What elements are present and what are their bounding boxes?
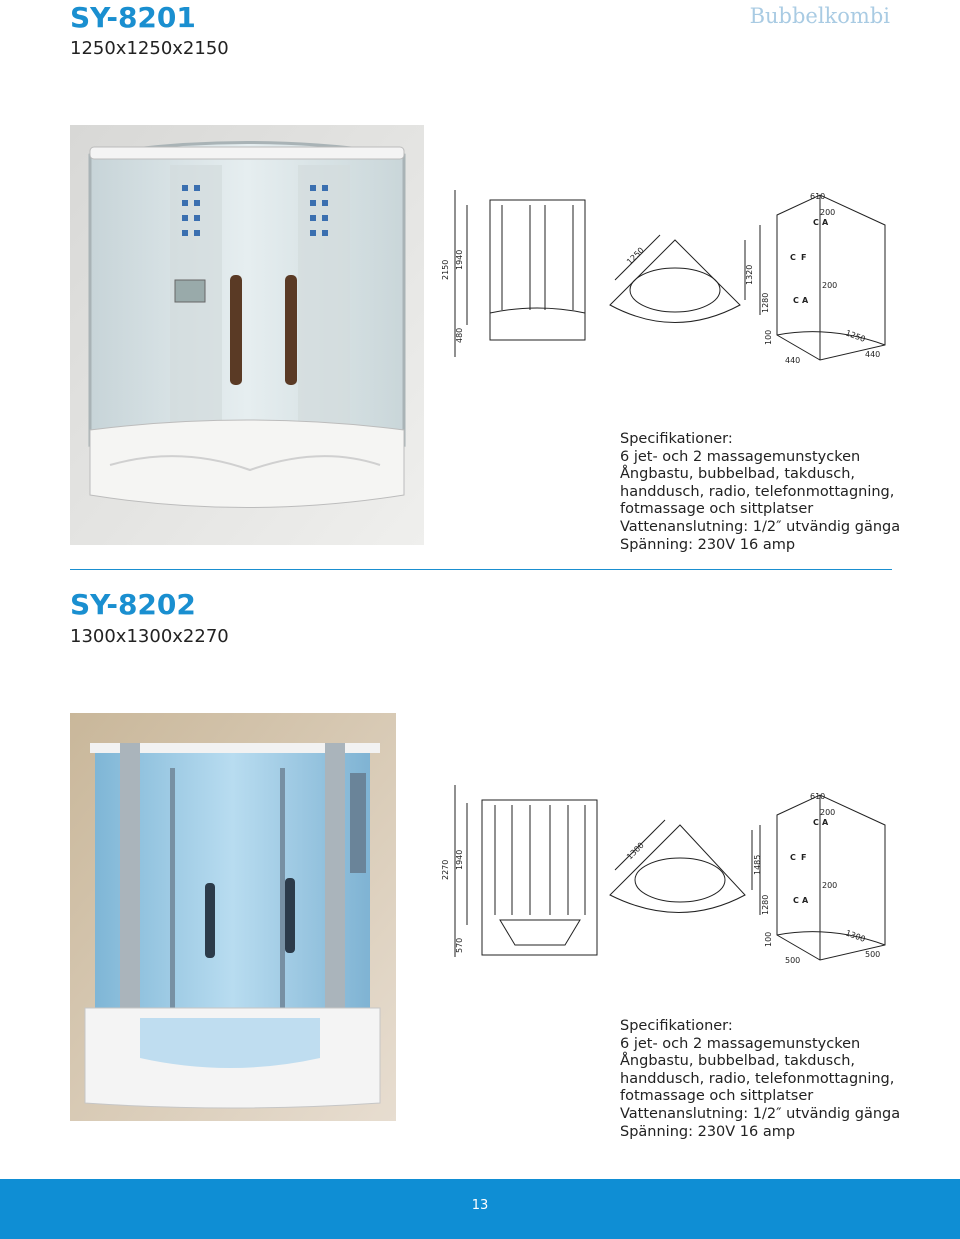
- drawing1-iso-h2: 1280: [761, 292, 770, 313]
- specs-block-2: [620, 1018, 900, 1141]
- drawing2-label-3: C: [790, 853, 796, 862]
- specs-line: handdusch, radio, telefonmottagning,: [620, 1070, 895, 1087]
- drawing2-iso-d2: 500: [865, 950, 881, 959]
- drawing2-iso-h2: 1280: [761, 894, 770, 915]
- specs-line: Spänning: 230V 16 amp: [620, 536, 796, 553]
- drawing1-iso-base: 100: [764, 329, 773, 345]
- drawing2-iso-d1: 500: [785, 956, 801, 965]
- model-title-1: SY-8201: [70, 1, 196, 34]
- drawing1-front-h1: 2150: [441, 259, 450, 280]
- technical-drawing-2: [440, 775, 895, 965]
- specs-line: handdusch, radio, telefonmottagning,: [620, 483, 895, 500]
- drawing1-label-2: F: [801, 253, 807, 262]
- drawing2-label-1: C: [813, 818, 819, 827]
- drawing2-front-h2: 1940: [455, 849, 464, 870]
- drawing1-front-h2: 1940: [455, 249, 464, 270]
- specs-line: Spänning: 230V 16 amp: [620, 1123, 796, 1140]
- drawing1-front-base: 480: [455, 327, 464, 343]
- drawing2-label-6: A: [822, 818, 829, 827]
- model-dimensions-2: 1300x1300x2270: [70, 626, 229, 647]
- specs-heading: Specifikationer:: [620, 431, 733, 447]
- drawing2-label-5: C: [793, 896, 799, 905]
- section-divider: [70, 569, 892, 570]
- page-number: 13: [471, 1198, 489, 1213]
- drawing2-iso-side1: 1300: [844, 928, 867, 944]
- specs-line: Vattenanslutning: 1/2″ utvändig gänga: [620, 1105, 901, 1122]
- drawing1-iso-h3: 200: [822, 281, 838, 290]
- drawing1-top-diag: 1250: [625, 245, 646, 267]
- drawing2-iso-h1: 200: [820, 808, 836, 817]
- technical-drawing-1: [440, 185, 895, 365]
- specs-line: 6 jet- och 2 massagemunstycken: [620, 1035, 861, 1052]
- product-photo-2: [70, 713, 396, 1121]
- model-dimensions-1: 1250x1250x2150: [70, 38, 229, 59]
- drawing2-label-4: A: [802, 896, 809, 905]
- drawing2-top-side: 1485: [753, 854, 762, 875]
- drawing2-front-h1: 2270: [441, 859, 450, 880]
- specs-line: Vattenanslutning: 1/2″ utvändig gänga: [620, 518, 901, 535]
- specs-line: Ångbastu, bubbelbad, takdusch,: [620, 1053, 856, 1070]
- drawing2-front-base: 570: [455, 937, 464, 953]
- drawing1-iso-h1: 200: [820, 208, 836, 217]
- drawing1-top-side: 1320: [745, 264, 754, 285]
- drawing2-label-2: F: [801, 853, 807, 862]
- specs-block-1: [620, 431, 900, 554]
- drawing1-label-3: C: [790, 253, 796, 262]
- specs-heading: Specifikationer:: [620, 1018, 733, 1034]
- drawing1-iso-d1: 440: [785, 356, 801, 365]
- drawing2-iso-base: 100: [764, 931, 773, 947]
- specs-line: 6 jet- och 2 massagemunstycken: [620, 448, 861, 465]
- drawing1-label-5: C: [793, 296, 799, 305]
- drawing1-iso-side1: 1250: [844, 328, 867, 344]
- specs-line: Ångbastu, bubbelbad, takdusch,: [620, 466, 856, 483]
- specs-line: fotmassage och sittplatser: [620, 1088, 814, 1105]
- drawing1-label-1: C: [813, 218, 819, 227]
- specs-line: fotmassage och sittplatser: [620, 501, 814, 518]
- product-photo-1: [70, 125, 424, 545]
- drawing1-label-6: A: [822, 218, 829, 227]
- drawing2-iso-w: 610: [810, 792, 826, 801]
- category-title: Bubbelkombi: [749, 4, 890, 28]
- drawing1-label-4: A: [802, 296, 809, 305]
- drawing1-iso-d2: 440: [865, 350, 881, 359]
- drawing2-top-diag: 1300: [625, 840, 646, 862]
- model-title-2: SY-8202: [70, 588, 196, 621]
- drawing1-iso-w: 610: [810, 192, 826, 201]
- drawing2-iso-h3: 200: [822, 881, 838, 890]
